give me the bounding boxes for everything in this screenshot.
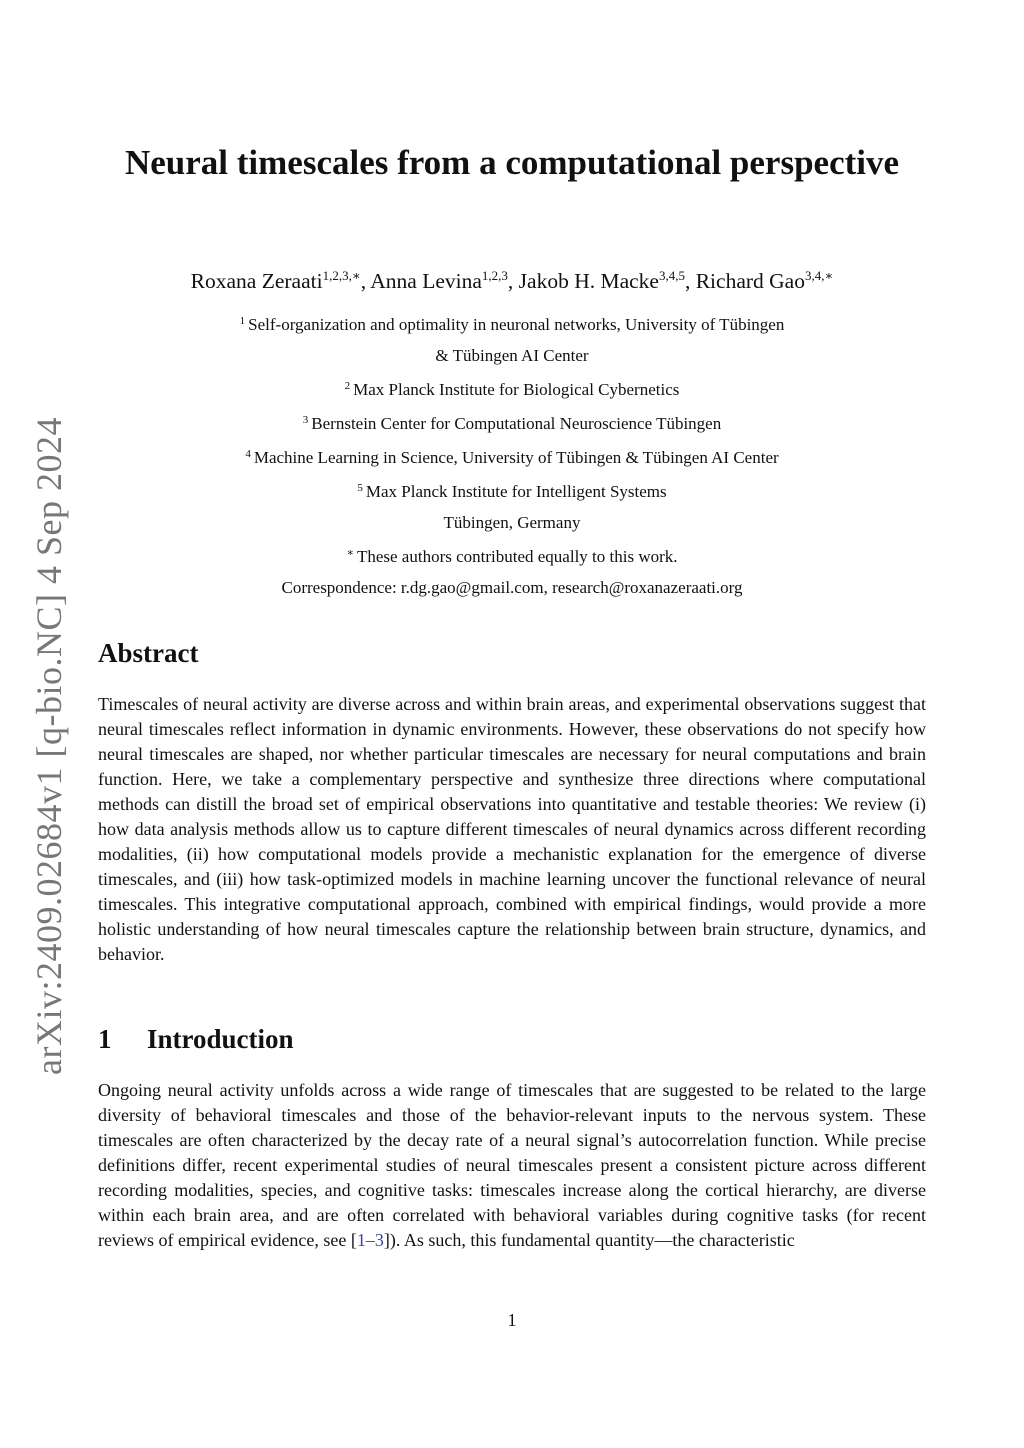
section-number: 1	[98, 1024, 112, 1054]
affiliation-3: $^3$ Bernstein Center for Computational Neuroscience Tübingen	[302, 414, 722, 433]
author-name: Roxana Zeraati	[190, 269, 323, 293]
affiliation-1: $^1$ Self-organization and optimality in neuronal networks, University of Tübingen	[239, 315, 785, 334]
introduction-text: Ongoing neural activity unfolds across a wide range of timescales that are suggested to be related to the large diversity of behavioral timescales and those of the behavior-relevant inputs to the nervous system. These timescales are often characterized by the decay rate of a neural signal’s autocorrelation function. While precise definitions differ, recent experimental studies of neural timescales present a consistent picture across different recording modalities, species, and cognitive tasks: timescales increase along the cortical hierarchy, are diverse within each brain area, and are often correlated with behavioral variables during cognitive tasks (for recent reviews of empirical evidence, see [1–3]). As such, this fundamental quantity—the characteristic	[98, 1080, 926, 1250]
abstract-text: Timescales of neural activity are diverse across and within brain areas, and experimental observations suggest that neural timescales reflect information in dynamic environments. However, these observations do not specify how neural timescales are shaped, nor whether particular timescales are necessary for neural computations and brain function. Here, we take a complementary perspective and synthesize three directions where computational methods can distill the broad set of empirical observations into quantitative and testable theories: We review (i) how data analysis methods allow us to capture different timescales of neural dynamics across different recording modalities, (ii) how computational models provide a mechanistic explanation for the emergence of diverse timescales, and (iii) how task-optimized models in machine learning uncover the functional relevance of neural timescales. This integrative computational approach, combined with empirical findings, would provide a more holistic understanding of how neural timescales capture the relationship between brain structure, dynamics, and behavior.	[98, 694, 926, 964]
location: Tübingen, Germany	[443, 513, 581, 532]
affiliation-1-continued: & Tübingen AI Center	[435, 346, 589, 365]
author-affiliation-marks: 3,4,5	[658, 268, 685, 283]
abstract-heading: Abstract	[98, 638, 199, 668]
affiliation-4: $^4$ Machine Learning in Science, University of Tübingen & Tübingen AI Center	[245, 448, 779, 467]
author-name: Richard Gao	[695, 269, 805, 293]
paper-title: Neural timescales from a computational perspective	[124, 143, 900, 182]
affiliation-2: $^2$ Max Planck Institute for Biological Cybernetics	[344, 380, 680, 399]
author-affiliation-marks: 1,2,3	[481, 268, 508, 283]
author-name: Anna Levina	[370, 269, 482, 293]
author-affiliation-marks: 3,4,∗	[804, 268, 834, 283]
correspondence: Correspondence: r.dg.gao@gmail.com, research@roxanazeraati.org	[281, 578, 743, 597]
equal-contribution-note: ∗ These authors contributed equally to this work.	[346, 547, 678, 566]
author-list: Roxana Zeraati$^{1,2,3,∗}$, Anna Levina$^{1,2,3}$, Jakob H. Macke$^{3,4,5}$, Richard Gao$^{3,4,∗}$	[190, 268, 834, 293]
page-number: 1	[507, 1310, 517, 1330]
affiliation-5: $^5$ Max Planck Institute for Intelligent Systems	[357, 482, 667, 501]
introduction-heading	[98, 1024, 294, 1055]
citation-link[interactable]: 1–3	[356, 1230, 384, 1250]
author-affiliation-marks: 1,2,3,∗	[322, 268, 361, 283]
author-name: Jakob H. Macke	[518, 269, 659, 293]
affiliations-block	[100, 306, 924, 603]
section-title: Introduction	[147, 1024, 294, 1054]
arxiv-identifier: arXiv:2409.02684v1 [q-bio.NC] 4 Sep 2024	[29, 417, 69, 1075]
